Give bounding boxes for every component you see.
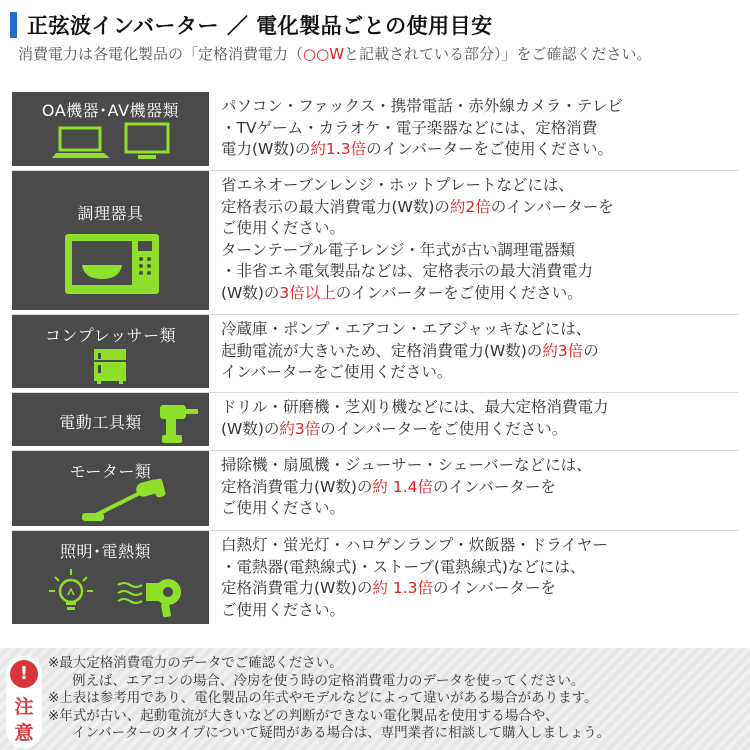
description-line: ・非省エネ電気製品などは、定格表示の最大消費電力 bbox=[221, 262, 594, 280]
description-cell bbox=[209, 92, 738, 166]
intro-text bbox=[18, 44, 738, 64]
multiplier-highlight: 約2倍 bbox=[449, 197, 491, 216]
light-bulb-icon bbox=[46, 567, 96, 621]
description-line: 定格表示の最大消費電力(W数)の約2倍のインバーターを bbox=[221, 197, 614, 216]
category-cell bbox=[12, 451, 209, 526]
notice-line: 例えば、エアコンの場合、冷房を使う時の定格消費電力のデータを使ってください。 bbox=[72, 672, 585, 689]
category-label: モーター類 bbox=[69, 462, 152, 481]
description-cell bbox=[209, 171, 738, 310]
page-header bbox=[10, 12, 740, 38]
multiplier-highlight: 3倍以上 bbox=[279, 283, 336, 302]
laptop-icon bbox=[52, 126, 112, 160]
intro-highlight: ○○W bbox=[303, 45, 345, 63]
intro-text-before: 消費電力は各電化製品の「定格消費電力（ bbox=[18, 45, 304, 63]
description-cell bbox=[209, 393, 738, 446]
category-label: 電動工具類 bbox=[59, 413, 142, 432]
category-cell bbox=[12, 171, 209, 310]
notice-line: インバーターのタイプについて疑問がある場合は、専門業者に相談して購入しましょう。 bbox=[72, 725, 611, 741]
multiplier-highlight: 約3倍 bbox=[279, 419, 321, 438]
notice-line: ※最大定格消費電力のデータでご確認ください。 bbox=[48, 655, 343, 671]
category-label: 照明･電熱類 bbox=[59, 542, 151, 561]
description-line: (W数)の約3倍のインバーターをご使用ください。 bbox=[221, 419, 568, 438]
description-line: ・電熱器(電熱線式)・ストーブ(電熱線式)などには、 bbox=[221, 557, 586, 576]
notice-line: ※年式が古い、起動電流が大きいなどの判断ができない電化製品を使用する場合や、 bbox=[48, 707, 559, 724]
table-row-power-tools bbox=[12, 392, 738, 446]
category-cell bbox=[12, 393, 209, 446]
table-row-lighting-heating bbox=[12, 530, 738, 624]
category-cell bbox=[12, 315, 209, 388]
category-cell bbox=[12, 531, 209, 624]
description-line: 電力(W数)の約1.3倍のインバーターをご使用ください。 bbox=[221, 140, 613, 158]
caution-badge bbox=[6, 656, 42, 748]
table-row-compressor bbox=[12, 314, 738, 388]
multiplier-highlight: 約3倍 bbox=[542, 341, 584, 360]
description-cell bbox=[209, 531, 738, 624]
description-line: 掃除機・扇風機・ジューサー・シェーバーなどには、 bbox=[221, 456, 592, 474]
description-line: 白熱灯・蛍光灯・ハロゲンランプ・炊飯器・ドライヤー bbox=[221, 536, 608, 554]
description-line: ドリル・研磨機・芝刈り機などには、最大定格消費電力 bbox=[221, 398, 609, 416]
description-line: 起動電流が大きいため、定格消費電力(W数)の約3倍の bbox=[221, 341, 599, 360]
intro-text-after: と記載されている部分）」をご確認ください。 bbox=[344, 45, 652, 63]
page-title: 正弦波インバーター ／ 電化製品ごとの使用目安 bbox=[27, 14, 493, 38]
exclamation-icon: ! bbox=[10, 660, 38, 688]
caution-word-2: 意 bbox=[14, 722, 34, 744]
category-cell bbox=[12, 92, 209, 166]
category-label: OA機器･AV機器類 bbox=[41, 101, 180, 120]
table-row-motor bbox=[12, 450, 738, 526]
category-label: 調理器具 bbox=[77, 204, 144, 223]
description-line: 省エネオーブンレンジ・ホットプレートなどには、 bbox=[221, 176, 574, 194]
notice-section bbox=[0, 648, 750, 750]
title-accent-bar bbox=[10, 12, 17, 38]
description-cell bbox=[209, 315, 738, 388]
description-line: インバーターをご使用ください。 bbox=[221, 363, 453, 381]
table-row-cooking bbox=[12, 170, 738, 310]
vacuum-cleaner-icon bbox=[76, 477, 176, 525]
description-line: 定格消費電力(W数)の約 1.3倍のインバーターを bbox=[221, 579, 556, 597]
description-line: (W数)の3倍以上のインバーターをご使用ください。 bbox=[221, 283, 583, 302]
microwave-icon bbox=[64, 233, 160, 295]
description-line: 冷蔵庫・ポンプ・エアコン・エアジャッキなどには、 bbox=[221, 320, 592, 338]
multiplier-highlight: 約1.3倍 bbox=[310, 140, 367, 158]
description-line: 定格消費電力(W数)の約 1.4倍のインバーターを bbox=[221, 477, 556, 496]
notice-text bbox=[48, 655, 748, 743]
table-row-oa-av bbox=[12, 92, 738, 166]
multiplier-highlight: 約 1.4倍 bbox=[372, 477, 433, 496]
description-line: ご使用ください。 bbox=[221, 600, 346, 619]
description-line: ・TVゲーム・カラオケ・電子楽器などには、定格消費 bbox=[221, 118, 598, 137]
monitor-icon bbox=[124, 122, 170, 162]
description-line: ご使用ください。 bbox=[221, 219, 346, 237]
description-line: ターンテーブル電子レンジ・年式が古い調理電器類 bbox=[221, 240, 576, 259]
hair-dryer-icon bbox=[116, 573, 184, 619]
category-label: コンプレッサー類 bbox=[44, 326, 177, 345]
description-cell bbox=[209, 451, 738, 526]
description-line: パソコン・ファックス・携帯電話・赤外線カメラ・テレビ bbox=[221, 97, 623, 115]
caution-word-1: 注 bbox=[14, 696, 34, 718]
description-line: ご使用ください。 bbox=[221, 499, 346, 517]
power-drill-icon bbox=[154, 399, 200, 445]
multiplier-highlight: 約 1.3倍 bbox=[372, 579, 433, 597]
notice-line: ※上表は参考用であり、電化製品の年式やモデルなどによって違いがある場合があります。 bbox=[48, 690, 598, 706]
refrigerator-icon bbox=[92, 347, 128, 385]
usage-table bbox=[12, 92, 738, 624]
